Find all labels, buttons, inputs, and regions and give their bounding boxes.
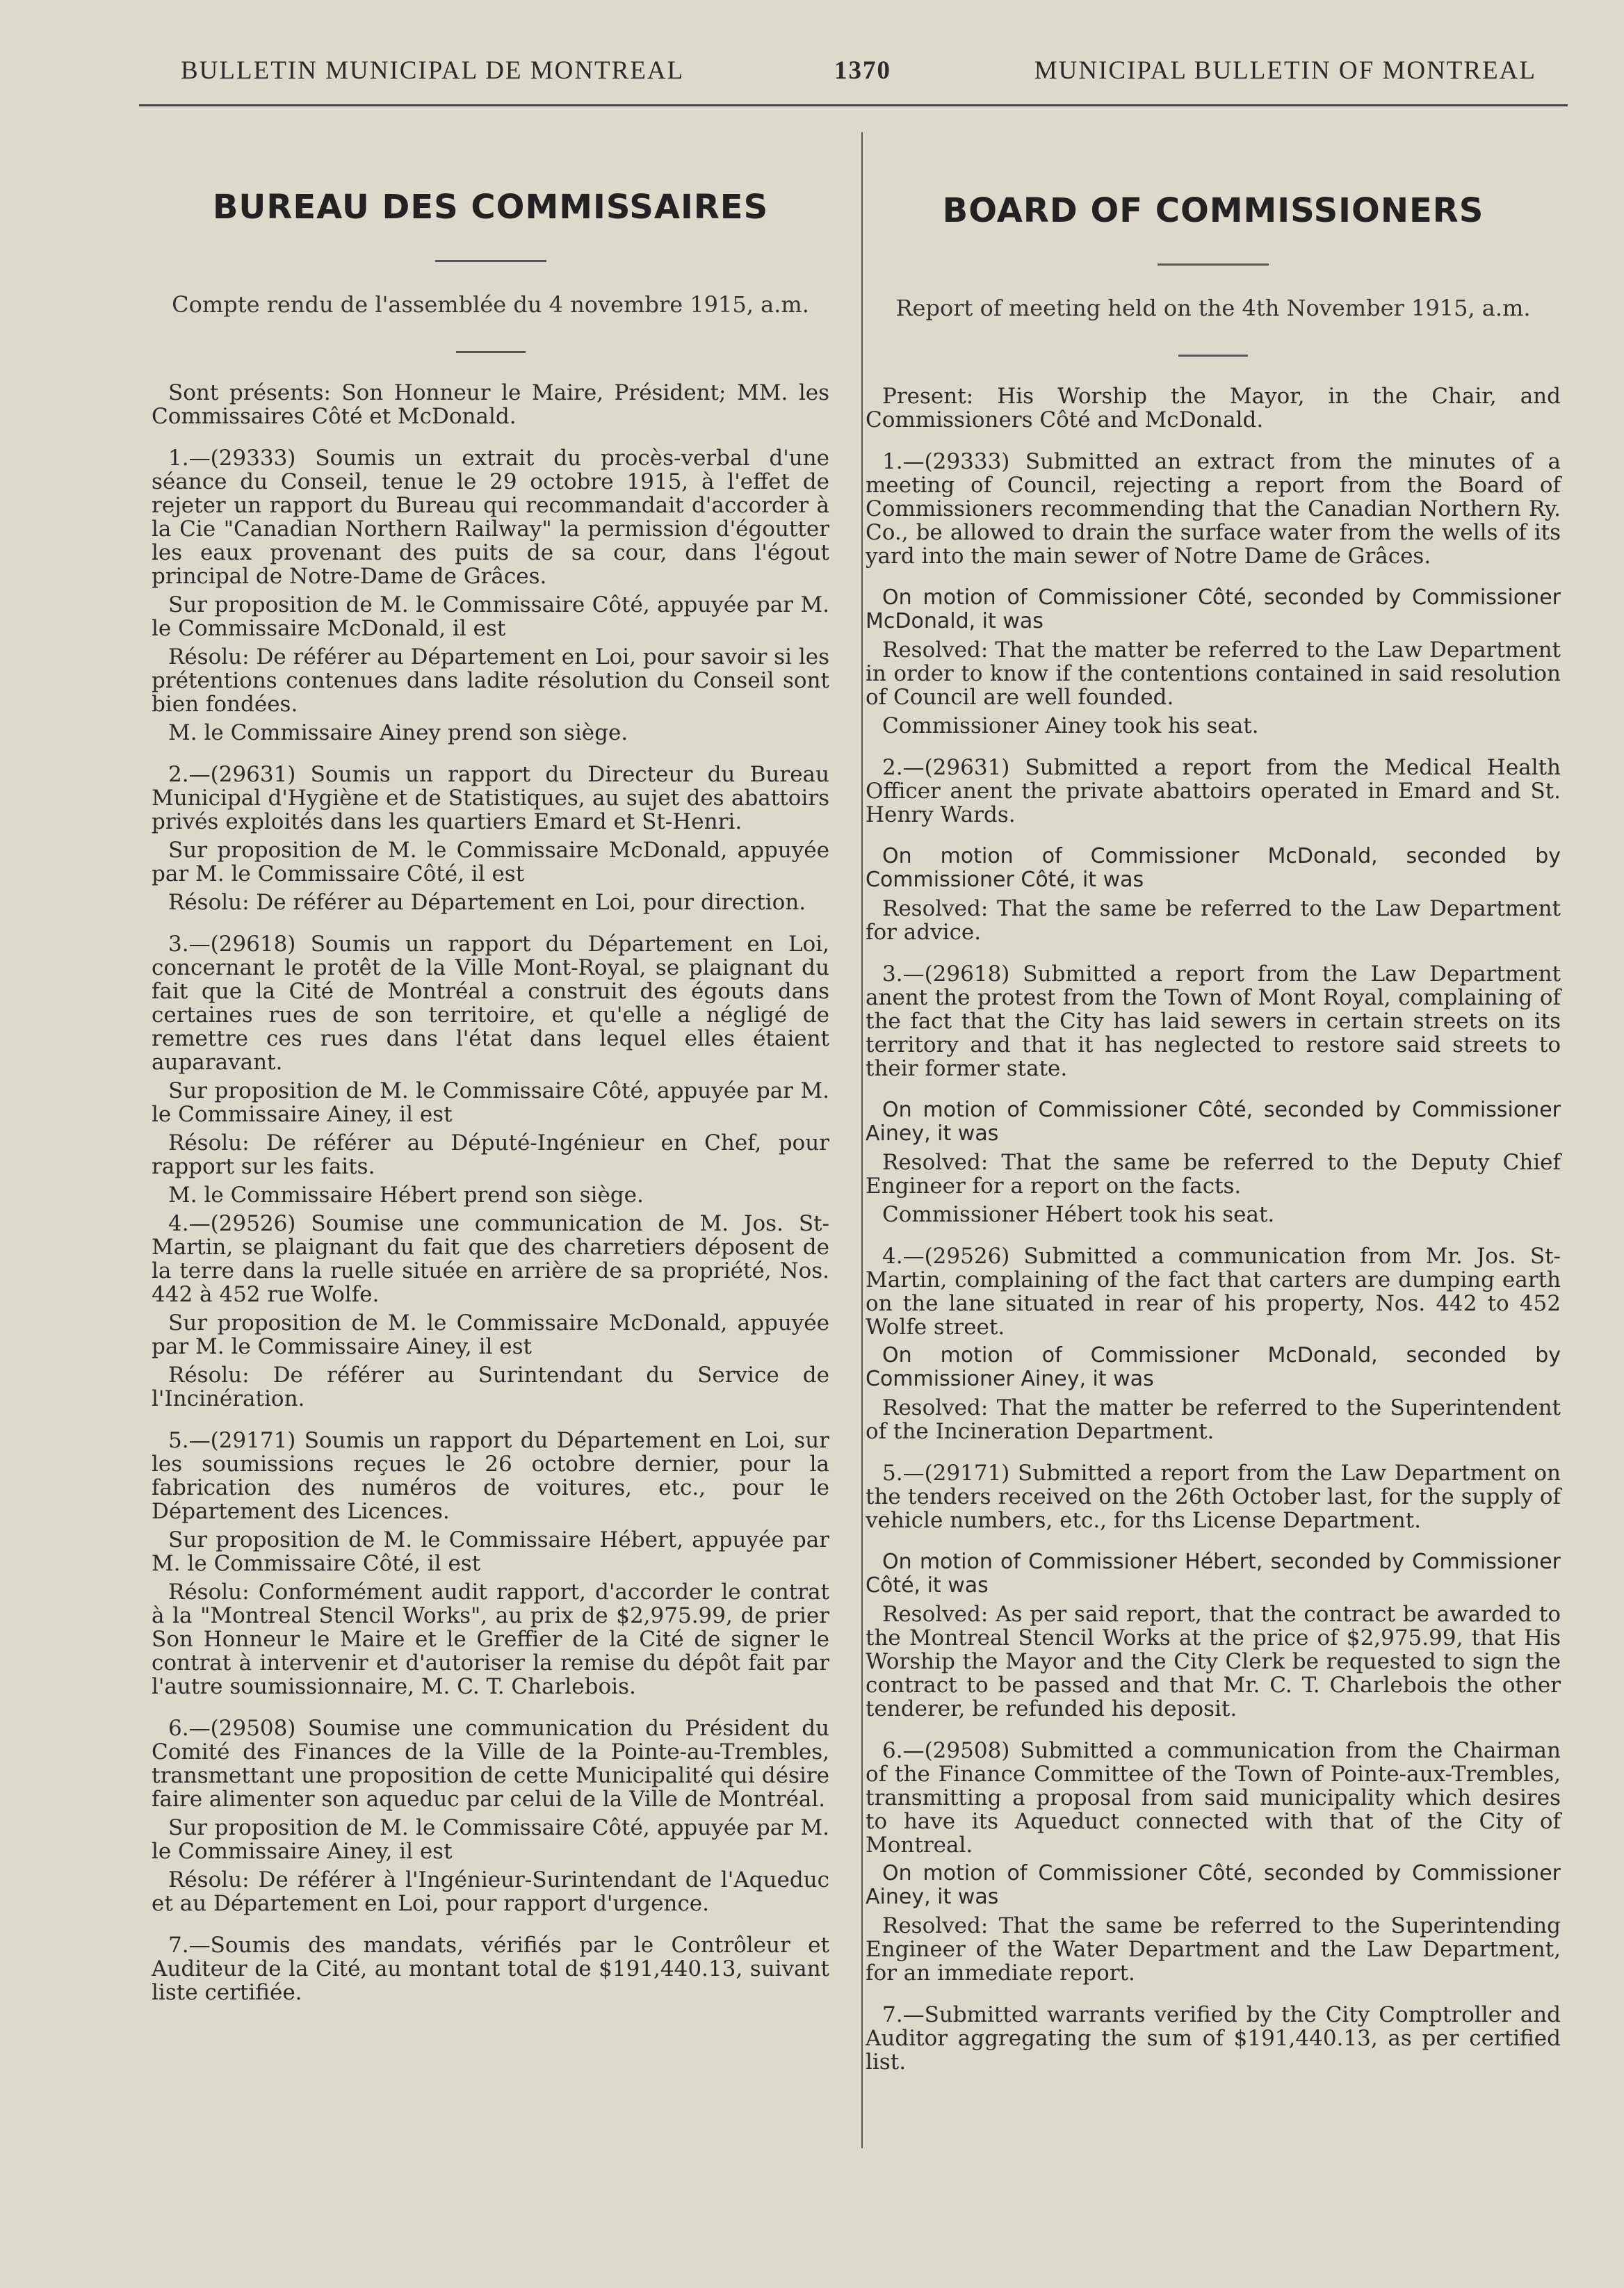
paragraph: 3.—(29618) Submitted a report from the Law Department anent the protest from the Town of Mont Royal, complaining of the fact that the City has laid sewers in certain streets on its territory and that it has neglected to restore said streets to their former state. bbox=[866, 962, 1561, 1081]
paragraph: On motion of Commissioner Côté, seconded by Commissioner McDonald, it was bbox=[866, 585, 1561, 633]
meeting-subtitle-fr: Compte rendu de l'assemblée du 4 novembre 1915, a.m. bbox=[172, 291, 809, 318]
paragraph: Résolu: Conformément audit rapport, d'accorder le contrat à la "Montreal Stencil Works", au prix de $2,975.99, de prier Son Honneur le Maire et le Greffier de la Cité de signer le contrat à intervenir et d'autoriser la remise du dépôt fait par l'autre soumissionnaire, M. C. T. Charlebois. bbox=[152, 1580, 829, 1699]
column-divider bbox=[861, 132, 863, 2148]
meeting-subtitle-en: Report of meeting held on the 4th November 1915, a.m. bbox=[895, 295, 1531, 321]
paragraph: Resolved: As per said report, that the contract be awarded to the Montreal Stencil Works at the price of $2,975.99, that His Worship the Mayor and the City Clerk be requested to sign the contract to be passed and that Mr. C. T. Charlebois the other tenderer, be refunded his deposit. bbox=[866, 1602, 1561, 1721]
header-title-en: MUNICIPAL BULLETIN OF MONTREAL bbox=[1034, 56, 1536, 85]
paragraph: 1.—(29333) Soumis un extrait du procès-verbal d'une séance du Conseil, tenue le 29 octobre 1915, à l'effet de rejeter un rapport du Bureau qui recommandait d'accorder à la Cie "Canadian Northern Railway" la permission d'égoutter les eaux provenant des puits de sa cour, dans l'égout principal de Notre-Dame de Grâces. bbox=[152, 446, 829, 589]
paragraph: Sur proposition de M. le Commissaire Côté, appuyée par M. le Commissaire Ainey, il est bbox=[152, 1815, 829, 1864]
minutes-body-en bbox=[866, 384, 1561, 2074]
paragraph: On motion of Commissioner Côté, seconded by Commissioner Ainey, it was bbox=[866, 1861, 1561, 1909]
title-rule-fr bbox=[435, 260, 546, 262]
paragraph: 4.—(29526) Submitted a communication from Mr. Jos. St-Martin, complaining of the fact that carters are dumping earth on the lane situated in rear of his property, Nos. 442 to 452 Wolfe street. bbox=[866, 1244, 1561, 1340]
paragraph: Résolu: De référer au Département en Loi, pour direction. bbox=[168, 890, 806, 915]
paragraph: Commissioner Hébert took his seat. bbox=[882, 1202, 1275, 1227]
paragraph: Commissioner Ainey took his seat. bbox=[882, 713, 1259, 738]
paragraph: Resolved: That the same be referred to the Deputy Chief Engineer for a report on the facts. bbox=[866, 1150, 1561, 1199]
paragraph: Present: His Worship the Mayor, in the Chair, and Commissioners Côté and McDonald. bbox=[866, 384, 1561, 432]
french-column bbox=[152, 160, 829, 2009]
paragraph: 2.—(29631) Soumis un rapport du Directeur du Bureau Municipal d'Hygiène et de Statistiques, au sujet des abattoirs privés exploités dans les quartiers Emard et St-Henri. bbox=[152, 762, 829, 834]
paragraph: On motion of Commissioner Côté, seconded by Commissioner Ainey, it was bbox=[866, 1098, 1561, 1146]
paragraph: On motion of Commissioner McDonald, seconded by Commissioner Côté, it was bbox=[866, 844, 1561, 892]
paragraph: Sur proposition de M. le Commissaire Côté, appuyée par M. le Commissaire McDonald, il est bbox=[152, 592, 829, 641]
paragraph: Résolu: De référer à l'Ingénieur-Surintendant de l'Aqueduc et au Département en Loi, pour rapport d'urgence. bbox=[152, 1867, 829, 1916]
paragraph: Sur proposition de M. le Commissaire McDonald, appuyée par M. le Commissaire Côté, il est bbox=[152, 838, 829, 886]
paragraph: Resolved: That the matter be referred to the Law Department in order to know if the contentions contained in said resolution of Council are well founded. bbox=[866, 638, 1561, 710]
paragraph: 7.—Submitted warrants verified by the City Comptroller and Auditor aggregating the sum of $191,440.13, as per certified list. bbox=[866, 2002, 1561, 2075]
paragraph: 4.—(29526) Soumise une communication de M. Jos. St-Martin, se plaignant du fait que des charretiers déposent de la terre dans la ruelle située en arrière de sa propriété, Nos. 442 à 452 rue Wolfe. bbox=[152, 1211, 829, 1307]
section-title-fr: BUREAU DES COMMISSAIRES bbox=[212, 188, 769, 227]
paragraph: Resolved: That the same be referred to the Law Department for advice. bbox=[866, 896, 1561, 945]
minutes-body-fr bbox=[152, 381, 829, 2004]
title-rule-en bbox=[1158, 263, 1269, 266]
paragraph: Sur proposition de M. le Commissaire McDonald, appuyée par M. le Commissaire Ainey, il est bbox=[152, 1311, 829, 1359]
paragraph: Sur proposition de M. le Commissaire Côté, appuyée par M. le Commissaire Ainey, il est bbox=[152, 1078, 829, 1127]
section-title-en: BOARD OF COMMISSIONERS bbox=[942, 191, 1484, 230]
paragraph: Sur proposition de M. le Commissaire Hébert, appuyée par M. le Commissaire Côté, il est bbox=[152, 1527, 829, 1576]
paragraph: 7.—Soumis des mandats, vérifiés par le Contrôleur et Auditeur de la Cité, au montant total de $191,440.13, suivant liste certifiée. bbox=[152, 1933, 829, 2005]
subtitle-rule-en bbox=[1178, 355, 1248, 357]
header-title-fr: BULLETIN MUNICIPAL DE MONTREAL bbox=[181, 56, 685, 85]
paragraph: Resolved: That the matter be referred to the Superintendent of the Incineration Department. bbox=[866, 1395, 1561, 1444]
paragraph: 1.—(29333) Submitted an extract from the minutes of a meeting of Council, rejecting a report from the Board of Commissioners recommending that the Canadian Northern Ry. Co., be allowed to drain the surface water from the wells of its yard into the main sewer of Notre Dame de Grâces. bbox=[866, 449, 1561, 569]
subtitle-rule-fr bbox=[456, 351, 526, 353]
paragraph: M. le Commissaire Ainey prend son siège. bbox=[168, 720, 628, 745]
paragraph: Résolu: De référer au Département en Loi, pour savoir si les prétentions contenues dans ladite résolution du Conseil sont bien fondées. bbox=[152, 644, 829, 717]
paragraph: 5.—(29171) Submitted a report from the Law Department on the tenders received on the 26th October last, for the supply of vehicle numbers, etc., for ths License Department. bbox=[866, 1461, 1561, 1533]
page-header bbox=[139, 56, 1536, 90]
english-column bbox=[866, 160, 1561, 2079]
paragraph: Resolved: That the same be referred to the Superintending Engineer of the Water Department and the Law Department, for an immediate report. bbox=[866, 1913, 1561, 1986]
paragraph: 6.—(29508) Soumise une communication du Président du Comité des Finances de la Ville de la Pointe-au-Trembles, transmettant une proposition de cette Municipalité qui désire faire alimenter son aqueduc par celui de la Ville de Montréal. bbox=[152, 1716, 829, 1812]
paragraph: On motion of Commissioner McDonald, seconded by Commissioner Ainey, it was bbox=[866, 1343, 1561, 1391]
paragraph: Résolu: De référer au Surintendant du Service de l'Incinération. bbox=[152, 1363, 829, 1411]
paragraph: Résolu: De référer au Député-Ingénieur en Chef, pour rapport sur les faits. bbox=[152, 1130, 829, 1179]
paragraph: 6.—(29508) Submitted a communication from the Chairman of the Finance Committee of the Town of Pointe-aux-Trembles, transmitting a proposal from said municipality which desires to have its Aqueduct connected with that of the City of Montreal. bbox=[866, 1738, 1561, 1858]
paragraph: Sont présents: Son Honneur le Maire, Président; MM. les Commissaires Côté et McDonald. bbox=[152, 380, 829, 429]
paragraph: 3.—(29618) Soumis un rapport du Département en Loi, concernant le protêt de la Ville Mont-Royal, se plaignant du fait que la Cité de Montréal a construit des égouts dans certaines rues de son territoire, et qu'elle a négligé de remettre ces rues dans l'état dans lequel elles étaient auparavant. bbox=[152, 932, 829, 1075]
paragraph: On motion of Commissioner Hébert, seconded by Commissioner Côté, it was bbox=[866, 1550, 1561, 1598]
paragraph: 5.—(29171) Soumis un rapport du Département en Loi, sur les soumissions reçues le 26 octobre dernier, pour la fabrication des numéros de voitures, etc., pour le Département des Licences. bbox=[152, 1428, 829, 1524]
paragraph: 2.—(29631) Submitted a report from the Medical Health Officer anent the private abattoirs operated in Emard and St. Henry Wards. bbox=[866, 755, 1561, 827]
page-number: 1370 bbox=[834, 56, 891, 85]
paragraph: M. le Commissaire Hébert prend son siège. bbox=[168, 1183, 644, 1208]
header-rule bbox=[139, 104, 1568, 106]
